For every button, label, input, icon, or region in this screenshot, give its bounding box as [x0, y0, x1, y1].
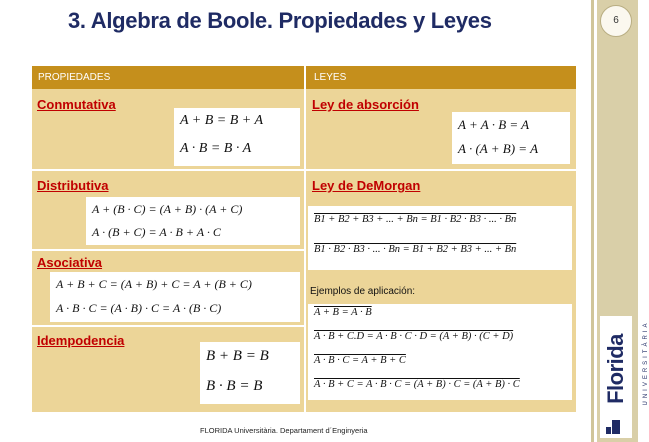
distributiva-formula [86, 197, 300, 245]
row-divider [32, 249, 304, 251]
row-divider [306, 169, 576, 171]
logo-sub: UNIVERSITÀRIA [643, 320, 649, 406]
properties-table [32, 66, 576, 412]
asociativa-formula [50, 272, 300, 322]
formula-line: A · (A + B) = A [458, 141, 539, 156]
formula-line: A · B · C = (A · B) · C = A · (B · C) [56, 301, 222, 315]
row-divider [32, 169, 304, 171]
header-laws: LEYES [314, 72, 347, 83]
asociativa-title: Asociativa [37, 255, 103, 270]
logo-mark-icon [606, 420, 620, 434]
conmutativa-title: Conmutativa [37, 97, 116, 112]
example-line: A + B = A · B [314, 307, 372, 318]
idempodencia-title: Idempodencia [37, 333, 125, 348]
formula-line: B1 + B2 + B3 + ... + Bn = B1 · B2 · B3 · ... · Bn [314, 214, 517, 225]
examples-formula [308, 304, 572, 400]
page-title: 3. Algebra de Boole. Propiedades y Leyes [68, 8, 492, 33]
distributiva-title: Distributiva [37, 178, 109, 193]
demorgan-title: Ley de DeMorgan [312, 178, 421, 193]
idempodencia-formula [200, 342, 300, 404]
column-divider [304, 66, 306, 412]
formula-line: A + B + C = (A + B) + C = A + (B + C) [56, 277, 252, 291]
absorcion-formula [452, 112, 570, 164]
header-properties: PROPIEDADES [38, 72, 111, 83]
formula-line: A + (B · C) = (A + B) · (A + C) [92, 202, 243, 216]
example-line: A · B + C.D = A · B · C · D = (A + B) · (C + D) [314, 331, 514, 342]
formula-line: A + A · B = A [458, 117, 530, 132]
row-divider [32, 325, 304, 327]
conmutativa-formula [174, 108, 300, 166]
page-number: 6 [600, 5, 632, 37]
formula-line: A · (B + C) = A · B + A · C [92, 225, 221, 239]
demorgan-formula [308, 206, 572, 270]
formula-line: A + B = B + A [180, 113, 264, 128]
formula-line: B1 · B2 · B3 · ... · Bn = B1 + B2 + B3 + ... + Bn [314, 244, 517, 255]
formula-line: B · B = B [206, 378, 263, 394]
example-line: A · B · C = A + B + C [314, 355, 406, 366]
logo-word: Florida [603, 334, 628, 404]
formula-line: B + B = B [206, 348, 269, 364]
formula-line: A · B = B · A [180, 141, 252, 156]
side-line [591, 0, 594, 442]
examples-label: Ejemplos de aplicación: [310, 286, 416, 297]
example-line: A · B + C = A · B · C = (A + B) · C = (A + B) · C [314, 379, 520, 390]
absorcion-title: Ley de absorción [312, 97, 419, 112]
footer: FLORIDA Universitària. Departament d´Enginyeria [200, 426, 368, 435]
florida-logo [600, 316, 649, 438]
